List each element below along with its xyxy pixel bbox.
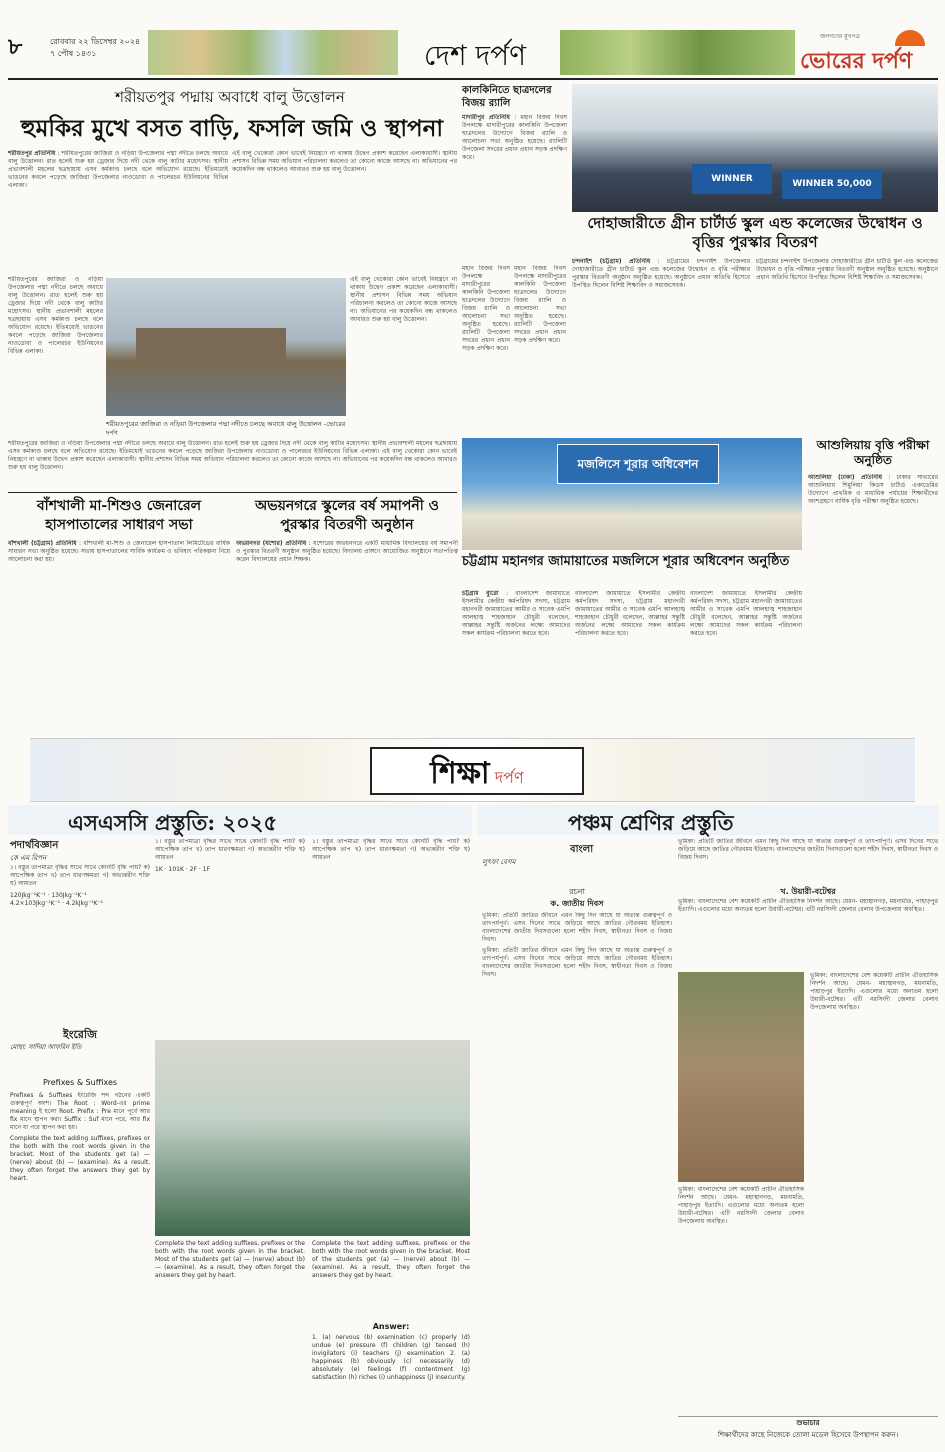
date-line-2: ৭ পৌষ ১৪৩১ [50,49,97,58]
class5-text-2: ভূমিকা: প্রতিটি জাতির জীবনে এমন কিছু দিন আছে যা অত্যন্ত গুরুত্বপূর্ণ ও তাৎপর্যপূর্ণ। এসব দিনের সাথে জড়িয়ে আছে জাতির গৌরবময় ইতিহাস। বাংলাদেশের জাতীয় দিবসগুলো হলো শহীদ দিবস, স্বাধীনতা দিবস ও বিজয় দিবস। [678,838,938,861]
jamaat-byline: চট্টগ্রাম ব্যুরো [462,590,499,597]
winner-board-1 [692,164,772,194]
top-story-body-4 [350,276,457,436]
scholarship-body: আশুলিয়া (ঢাকা) প্রতিনিধি : ঢাকার সাভারের আশুলিয়ায় শিমুলিয়া কিডস চার্টার্ড একাডেমির উদ্যোগে প্রাথমিক ও মাধ্যমিক পর্যায়ের শিক্ষার্থীদের অংশগ্রহণে বার্ষিক বৃত্তি পরীক্ষা অনুষ্ঠিত হয়েছে। [808,474,938,505]
equation-c: 4.2×103Jkg⁻¹K⁻¹ [10,900,61,907]
sand-dredger-photo [106,278,346,416]
rally-text: মহান বিজয় দিবস উপলক্ষে মাদারীপুরের কালকিনি উপজেলা ছাত্রদলের উদ্যোগে বিজয় র‍্যালি ও আলোচনা সভা অনুষ্ঠিত হয়েছে। র‍্যালিটি উপজেলা সদরের প্রধান প্রধান সড়ক প্রদক্ষিণ করে। [462,114,567,161]
ssc-header-text: এসএসসি প্রস্তুতি: ২০২৫ [68,810,278,835]
equation-b: 130Jkg⁻¹K⁻¹ [51,892,87,899]
physics-text-2: ১। বস্তুর তাপমাত্রা বৃদ্ধির সাথে সাথে কোনটি বৃদ্ধি পায়? ক) আপেক্ষিক তাপ খ) তাপ ধারণক্ষমতা গ) অভ্যন্তরীণ শক্তি ঘ) আয়তন [155,838,305,861]
class5-section: রচনা [569,887,585,896]
class5-col-4 [810,972,938,1412]
shura-banner-text: মজলিসে শূরার অধিবেশন [577,457,699,471]
class5-text-5: ভূমিকা: বাংলাদেশের বেশ কয়েকটি প্রাচীন ঐতিহাসিক নিদর্শন আছে। যেমন- মহাস্থানগড়, ময়নামতি, পাহাড়পুর ইত্যাদি। এগুলোর মধ্যে অন্যতম হলো উয়ারী-বটেশ্বর। এটি নরসিংদী জেলার বেলাব উপজেলায় অবস্থিত। [678,1186,804,1225]
school-body: অভয়নগর (যশোর) প্রতিনিধি : যশোরের অভয়নগরে একটি মাধ্যমিক বিদ্যালয়ের বর্ষ সমাপনী ও পুরস্কার বিতরণী অনুষ্ঠান অনুষ্ঠিত হয়েছে। বিদ্যালয় প্রাঙ্গণে আয়োজিত অনুষ্ঠানে সভাপতিত্ব করেন বিদ্যালয়ের প্রধান শিক্ষক। [236,540,458,563]
award-text-1: চট্টগ্রামের চন্দনাইশ উপজেলার দোহাজারীতে গ্রীন চার্টার্ড স্কুল এন্ড কলেজের উদ্বোধন ও বৃত্তি পরীক্ষার পুরস্কার বিতরণী অনুষ্ঠান অনুষ্ঠিত হয়েছে। অনুষ্ঠানে প্রধান অতিথি হিসেবে উপস্থিত ছিলেন বিশিষ্ট শিক্ষাবিদ ও সমাজসেবক। [572,258,750,289]
page-number: ৮ [8,34,23,60]
class5-col-5 [678,1186,804,1412]
award-ceremony-photo [572,84,938,212]
school-byline: অভয়নগর (যশোর) প্রতিনিধি [236,540,307,547]
answer-text: 1. (a) nervous (b) examination (c) properly (d) undue (e) pressure (f) children (g) tensed (h) invigilators (i) teachers (j) examination 2. (a) happiness (b) obviously (c) necessarily (d) absolutely (e) feelings (f) contentment (g) satisfaction (h) riches (i) unhappiness (j) insecurity. [312,1334,470,1381]
hospital-headline: বাঁশখালী মা-শিশুও জেনারেল হাসপাতালের সাধারণ সভা [36,498,202,533]
english-practice-col-1 [155,1240,305,1442]
footer-text: শিক্ষার্থীদের কাছে নিজেকে তোলা মডেল হিসেবে উপস্থাপন করুন। [717,1431,899,1439]
physics-text-1: ১। বস্তুর তাপমাত্রা বৃদ্ধির সাথে সাথে কোনটি বৃদ্ধি পায়? ক) আপেক্ষিক তাপ খ) তাপ ধারণক্ষমতা গ) অভ্যন্তরীণ শক্তি ঘ) আয়তন [10,864,150,887]
equation-h: 1F [202,866,210,873]
students-photo [155,1040,470,1236]
english-title: ইংরেজি [63,1028,97,1041]
scholarship-text: ঢাকার সাভারের আশুলিয়ায় শিমুলিয়া কিডস চার্টার্ড একাডেমির উদ্যোগে প্রাথমিক ও মাধ্যমিক পর্যায়ের শিক্ষার্থীদের অংশগ্রহণে বার্ষিক বৃত্তি পরীক্ষা অনুষ্ঠিত হয়েছে। [808,474,938,505]
physics-title: পদার্থবিজ্ঞান [10,840,59,851]
photo-caption-text: শরীয়তপুরের জাজিরা ও নড়িয়া উপজেলার পদ্মা নদীতে চলছে অবাধে বালু উত্তোলন [106,420,322,428]
top-story-body-5 [8,440,457,488]
top-story-text-6: এই বালু খেকোরা কোন ভাবেই নিয়ন্ত্রণে না থাকায় উদ্বেগ প্রকাশ করেছেন এলাকাবাসী। স্থানীয় প্রশাসন বিভিন্ন সময় অভিযান পরিচালনা করলেও তা কোনো কাজে আসছে না। অভিযানের পর কয়েকদিন বন্ধ থাকলেও আবারও শুরু হয় বালু উত্তোলন। [8,448,457,471]
jamaat-body-3 [690,590,802,720]
masthead-photo-strip [148,30,398,75]
shura-banner [557,444,719,484]
masthead-photo-strip-right [560,30,795,75]
photo-caption [106,420,346,438]
class5-text-3: ভূমিকা: বাংলাদেশের বেশ কয়েকটি প্রাচীন ঐতিহাসিক নিদর্শন আছে। যেমন- মহাস্থানগড়, ময়নামতি, পাহাড়পুর ইত্যাদি। এগুলোর মধ্যে অন্যতম হলো উয়ারী-বটেশ্বর। এটি নরসিংদী জেলার বেলাব উপজেলায় অবস্থিত। [678,898,938,913]
hospital-text: বাঁশখালী মা-শিশু ও জেনারেল হাসপাতাল লিমিটেডের বার্ষিক সাধারণ সভা অনুষ্ঠিত হয়েছে। সভায় হাসপাতালের সার্বিক কার্যক্রম ও ভবিষ্যৎ পরিকল্পনা নিয়ে আলোচনা করা হয়। [8,540,230,563]
date-line-1: রোববার ২২ ডিসেম্বর ২০২৪ [50,37,141,46]
english-practice-text: Complete the text adding suffixes, prefixes or the both with the root words given in the bracket. Most of the students get (a) — (nerve) about (b) — (examine). As a result, they often forget the answers they get by heart. [10,1135,150,1182]
class5-col-2 [678,838,938,883]
jamaat-text-1: বাংলাদেশ জামায়াতে ইসলামীর কেন্দ্রীয় কর্মপরিষদ সদস্য, চট্টগ্রাম মহানগরী জামায়াতের আমীর ও সাবেক এমপি আলহাজ্ব শাহজাহান চৌধুরী বলেছেন, আল্লাহর সন্তুষ্টি অর্জনের লক্ষ্যে আমাদের সকল কার্যক্রম পরিচালনা করতে হবে। [462,590,570,637]
class5-text-1b: ভূমিকা: প্রতিটি জাতির জীবনে এমন কিছু দিন আছে যা অত্যন্ত গুরুত্বপূর্ণ ও তাৎপর্যপূর্ণ। এসব দিনের সাথে জড়িয়ে আছে জাতির গৌরবময় ইতিহাস। বাংলাদেশের জাতীয় দিবসগুলো হলো শহীদ দিবস, স্বাধীনতা দিবস ও বিজয় দিবস। [482,947,672,978]
award-text-2: চট্টগ্রামের চন্দনাইশ উপজেলার দোহাজারীতে গ্রীন চার্টার্ড স্কুল এন্ড কলেজের উদ্বোধন ও বৃত্তি পরীক্ষার পুরস্কার বিতরণী অনুষ্ঠান অনুষ্ঠিত হয়েছে। অনুষ্ঠানে প্রধান অতিথি হিসেবে উপস্থিত ছিলেন বিশিষ্ট শিক্ষাবিদ ও সমাজসেবক। [756,258,938,281]
physics-col-3 [312,838,470,1038]
class5-col-1 [482,912,672,1442]
english-author: মোছা: সাদিয়া আফরিন ইতি [10,1043,82,1051]
award-body-1: চন্দনাইশ (চট্টগ্রাম) প্রতিনিধি : চট্টগ্রামের চন্দনাইশ উপজেলার দোহাজারীতে গ্রীন চার্টার্ড স্কুল এন্ড কলেজের উদ্বোধন ও বৃত্তি পরীক্ষার পুরস্কার বিতরণী অনুষ্ঠান অনুষ্ঠিত হয়েছে। অনুষ্ঠানে প্রধান অতিথি হিসেবে উপস্থিত ছিলেন বিশিষ্ট শিক্ষাবিদ ও সমাজসেবক। [572,258,750,289]
school-headline: অভয়নগরে স্কুলের বর্ষ সমাপনী ও পুরস্কার বিতরণী অনুষ্ঠান [255,498,439,533]
hospital-byline: বাঁশখালী (চট্টগ্রাম) প্রতিনিধি [8,540,77,547]
equation-d: 4.2kJkg⁻¹K⁻¹ [65,900,104,907]
class5-right-title: খ. উয়ারী-বটেশ্বর [780,887,836,896]
rally-text-2: মহান বিজয় দিবস উপলক্ষে মাদারীপুরের কালকিনি উপজেলা ছাত্রদলের উদ্যোগে বিজয় র‍্যালি ও আলোচনা সভা অনুষ্ঠিত হয়েছে। র‍্যালিটি উপজেলা সদরের প্রধান প্রধান সড়ক প্রদক্ষিণ করে। [462,265,510,352]
class5-essay-title: ক. জাতীয় দিবস [550,899,604,908]
winner-amount: 50,000 [836,179,872,189]
hospital-body: বাঁশখালী (চট্টগ্রাম) প্রতিনিধি : বাঁশখালী মা-শিশু ও জেনারেল হাসপাতাল লিমিটেডের বার্ষিক সাধারণ সভা অনুষ্ঠিত হয়েছে। সভায় হাসপাতালের সার্বিক কার্যক্রম ও ভবিষ্যৎ পরিকল্পনা নিয়ে আলোচনা করা হয়। [8,540,230,563]
english-topic: Prefixes & Suffixes [42,1078,118,1087]
english-text: Prefixes & Suffixes ইংরেজি শব্দ গঠনের একটি গুরুত্বপূর্ণ অংশ। The Root : Word-এর prime meaning ই হলো Root. Prefix : Pre মানে পূর্বে আর fix মানে স্থাপন করা। Suffix : Suf মানে পরে, আর fix মানে যা পরে স্থাপন করা হয়। [10,1092,150,1131]
jamaat-headline: চট্টগ্রাম মহানগর জামায়াতের মজলিসে শূরার অধিবেশন অনুষ্ঠিত [462,554,790,569]
class5-author: লুৎফা বেগম [482,858,516,866]
class5-header-text: পঞ্চম শ্রেণির প্রস্তুতি [568,810,734,835]
top-story-text-1: শরীয়তপুরের জাজিরা ও নড়িয়া উপজেলার পদ্মা নদীতে চলছে অবাধে বালু উত্তোলন। রাত হলেই শুরু হয় ড্রেজার দিয়ে নদী থেকে বালু কাটার মহোৎসব। স্থানীয় প্রভাবশালী মহলের ছত্রছায়ায় এসব কর্মকাণ্ড চলছে বলে অভিযোগ রয়েছে। ইতিমধ্যেই ভাঙনের কবলে পড়েছে জাজিরা উপজেলার নাওডোবা ও পালেরচর ইউনিয়নের বিভিন্ন এলাকা। [8,150,228,189]
practice-text-1: Complete the text adding suffixes, prefixes or the both with the root words given in the bracket. Most of the students get (a) — (nerve) about (b) — (examine). As a result, they often forget the answers they get by heart. [155,1240,305,1279]
equation-list: 120Jkg⁻¹K⁻¹ · 130Jkg⁻¹K⁻¹ 4.2×103Jkg⁻¹K⁻¹ · 4.2kJkg⁻¹K⁻¹ [10,892,104,907]
jamaat-text-2: বাংলাদেশ জামায়াতে ইসলামীর কেন্দ্রীয় কর্মপরিষদ সদস্য, চট্টগ্রাম মহানগরী জামায়াতের আমীর ও সাবেক এমপি আলহাজ্ব শাহজাহান চৌধুরী বলেছেন, আল্লাহর সন্তুষ্টি অর্জনের লক্ষ্যে আমাদের সকল কার্যক্রম পরিচালনা করতে হবে। [575,590,685,637]
physics-col-1 [10,864,150,1020]
footer-label: শুভাচার [796,1419,820,1427]
section-title: দেশ দর্পণ [423,39,527,72]
school-text: যশোরের অভয়নগরে একটি মাধ্যমিক বিদ্যালয়ের বর্ষ সমাপনী ও পুরস্কার বিতরণী অনুষ্ঠান অনুষ্ঠিত হয়েছে। বিদ্যালয় প্রাঙ্গণে আয়োজিত অনুষ্ঠানে সভাপতিত্ব করেন বিদ্যালয়ের প্রধান শিক্ষক। [236,540,458,563]
brand-logo: ভোরের দর্পণ [800,48,913,74]
brand-tagline: জনগণের মুখপত্র [820,33,860,40]
winner-board-2 [782,169,882,199]
class5-subject: বাংলা [570,844,594,855]
photo-caption-credit: -ভোরের দর্পণ [106,420,346,437]
top-story-byline: শরীয়তপুর প্রতিনিধি [8,150,56,157]
education-subtitle: দর্পণ [494,768,524,787]
equation-a: 120Jkg⁻¹K⁻¹ [10,892,46,899]
answer-body [312,1334,470,1442]
ssc-header [8,805,472,835]
dredger-structure [136,328,286,368]
top-story-text-5: শরীয়তপুরের জাজিরা ও নড়িয়া উপজেলার পদ্মা নদীতে চলছে অবাধে বালু উত্তোলন। রাত হলেই শুরু হয় ড্রেজার দিয়ে নদী থেকে বালু কাটার মহোৎসব। স্থানীয় প্রভাবশালী মহলের ছত্রছায়ায় এসব কর্মকাণ্ড চলছে বলে অভিযোগ রয়েছে। ইতিমধ্যেই ভাঙনের কবলে পড়েছে জাজিরা উপজেলার নাওডোবা ও পালেরচর ইউনিয়নের বিভিন্ন এলাকা। [8,440,457,455]
class5-footer-box [678,1416,938,1443]
winner-board-2-text: WINNER [792,179,834,189]
physics-text-3: ১। বস্তুর তাপমাত্রা বৃদ্ধির সাথে সাথে কোনটি বৃদ্ধি পায়? ক) আপেক্ষিক তাপ খ) তাপ ধারণক্ষমতা গ) অভ্যন্তরীণ শক্তি ঘ) আয়তন [312,838,470,861]
class5-col-3 [678,898,938,968]
rally-body: মাদারীপুর প্রতিনিধি : মহান বিজয় দিবস উপলক্ষে মাদারীপুরের কালকিনি উপজেলা ছাত্রদলের উদ্যোগে বিজয় র‍্যালি ও আলোচনা সভা অনুষ্ঠিত হয়েছে। র‍্যালিটি উপজেলা সদরের প্রধান প্রধান সড়ক প্রদক্ষিণ করে। [462,114,567,161]
english-practice-col-2 [312,1240,470,1320]
jamaat-text-3: বাংলাদেশ জামায়াতে ইসলামীর কেন্দ্রীয় কর্মপরিষদ সদস্য, চট্টগ্রাম মহানগরী জামায়াতের আমীর ও সাবেক এমপি আলহাজ্ব শাহজাহান চৌধুরী বলেছেন, আল্লাহর সন্তুষ্টি অর্জনের লক্ষ্যে আমাদের সকল কার্যক্রম পরিচালনা করতে হবে। [690,590,802,637]
class5-text-1: ভূমিকা: প্রতিটি জাতির জীবনে এমন কিছু দিন আছে যা অত্যন্ত গুরুত্বপূর্ণ ও তাৎপর্যপূর্ণ। এসব দিনের সাথে জড়িয়ে আছে জাতির গৌরবময় ইতিহাস। বাংলাদেশের জাতীয় দিবসগুলো হলো শহীদ দিবস, স্বাধীনতা দিবস ও বিজয় দিবস। [482,912,672,943]
shura-session-photo [462,438,802,550]
top-story-text-2: এই বালু খেকোরা কোন ভাবেই নিয়ন্ত্রণে না থাকায় উদ্বেগ প্রকাশ করেছেন এলাকাবাসী। স্থানীয় প্রশাসন বিভিন্ন সময় অভিযান পরিচালনা করলেও তা কোনো কাজে আসছে না। অভিযানের পর কয়েকদিন বন্ধ থাকলেও আবারও শুরু হয় বালু উত্তোলন। [232,150,457,173]
award-body-2 [756,258,938,433]
masthead-rule [8,78,938,80]
rally-headline: কালকিনিতে ছাত্রদলের বিজয় র‍্যালি [462,85,552,109]
physics-col-2 [155,838,305,1038]
class5-text-4: ভূমিকা: বাংলাদেশের বেশ কয়েকটি প্রাচীন ঐতিহাসিক নিদর্শন আছে। যেমন- মহাস্থানগড়, ময়নামতি, পাহাড়পুর ইত্যাদি। এগুলোর মধ্যে অন্যতম হলো উয়ারী-বটেশ্বর। এটি নরসিংদী জেলার বেলাব উপজেলায় অবস্থিত। [810,972,938,1011]
english-body [10,1092,150,1442]
answer-title: Answer: [372,1322,410,1331]
jamaat-body-2 [575,590,685,720]
education-banner [30,738,915,802]
award-byline: চন্দনাইশ (চট্টগ্রাম) প্রতিনিধি [572,258,651,265]
top-story-body-2 [232,150,457,275]
scholarship-headline: আশুলিয়ায় বৃত্তি পরীক্ষা অনুষ্ঠিত [816,438,930,467]
top-story-body-1: শরীয়তপুর প্রতিনিধি : শরীয়তপুরের জাজিরা ও নড়িয়া উপজেলার পদ্মা নদীতে চলছে অবাধে বালু উত্তোলন। রাত হলেই শুরু হয় ড্রেজার দিয়ে নদী থেকে বালু কাটার মহোৎসব। স্থানীয় প্রভাবশালী মহলের ছত্রছায়ায় এসব কর্মকাণ্ড চলছে বলে অভিযোগ রয়েছে। ইতিমধ্যেই ভাঙনের কবলে পড়েছে জাজিরা উপজেলার নাওডোবা ও পালেরচর ইউনিয়নের বিভিন্ন এলাকা। [8,150,228,189]
top-story-text-4: এই বালু খেকোরা কোন ভাবেই নিয়ন্ত্রণে না থাকায় উদ্বেগ প্রকাশ করেছেন এলাকাবাসী। স্থানীয় প্রশাসন বিভিন্ন সময় অভিযান পরিচালনা করলেও তা কোনো কাজে আসছে না। অভিযানের পর কয়েকদিন বন্ধ থাকলেও আবারও শুরু হয় বালু উত্তোলন। [350,276,457,323]
equation-g: 2F [189,866,197,873]
section-divider [8,492,457,493]
top-story-headline: হুমকির মুখে বসত বাড়ি, ফসলি জমি ও স্থাপনা [20,115,444,142]
rally-text-3: মহান বিজয় দিবস উপলক্ষে মাদারীপুরের কালকিনি উপজেলা ছাত্রদলের উদ্যোগে বিজয় র‍্যালি ও আলোচনা সভা অনুষ্ঠিত হয়েছে। র‍্যালিটি উপজেলা সদরের প্রধান প্রধান সড়ক প্রদক্ষিণ করে। [514,265,566,344]
class5-header [478,805,938,835]
winner-board-1-text: WINNER [711,174,753,184]
jamaat-body-1: চট্টগ্রাম ব্যুরো : বাংলাদেশ জামায়াতে ইসলামীর কেন্দ্রীয় কর্মপরিষদ সদস্য, চট্টগ্রাম মহানগরী জামায়াতের আমীর ও সাবেক এমপি আলহাজ্ব শাহজাহান চৌধুরী বলেছেন, আল্লাহর সন্তুষ্টি অর্জনের লক্ষ্যে আমাদের সকল কার্যক্রম পরিচালনা করতে হবে। [462,590,570,637]
top-story-kicker: শরীয়তপুর পদ্মায় অবাধে বালু উত্তোলন [115,88,345,106]
top-story-text-3: শরীয়তপুরের জাজিরা ও নড়িয়া উপজেলার পদ্মা নদীতে চলছে অবাধে বালু উত্তোলন। রাত হলেই শুরু হয় ড্রেজার দিয়ে নদী থেকে বালু কাটার মহোৎসব। স্থানীয় প্রভাবশালী মহলের ছত্রছায়ায় এসব কর্মকাণ্ড চলছে বলে অভিযোগ রয়েছে। ইতিমধ্যেই ভাঙনের কবলে পড়েছে জাজিরা উপজেলার নাওডোবা ও পালেরচর ইউনিয়নের বিভিন্ন এলাকা। [8,276,103,355]
scholarship-byline: আশুলিয়া (ঢাকা) প্রতিনিধি [808,474,883,481]
physics-author: কে এম রিপন [10,854,47,862]
equation-list-2: 1K · 101K · 2F · 1F [155,866,210,873]
rally-body-3 [514,265,566,435]
education-title: শিক্ষা [430,756,490,791]
education-banner-title [370,747,584,795]
equation-e: 1K [155,866,163,873]
equation-f: 101K [168,866,184,873]
practice-text-2: Complete the text adding suffixes, prefixes or the both with the root words given in the bracket. Most of the students get (a) — (nerve) about (b) — (examine). As a result, they often forget the answers they get by heart. [312,1240,470,1279]
rally-body-2 [462,265,510,435]
award-headline: দোহাজারীতে গ্রীন চার্টার্ড স্কুল এন্ড কলেজের উদ্বোধন ও বৃত্তির পুরস্কার বিতরণ [587,214,923,251]
excavation-photo [678,972,804,1182]
rally-byline: মাদারীপুর প্রতিনিধি [462,114,510,121]
